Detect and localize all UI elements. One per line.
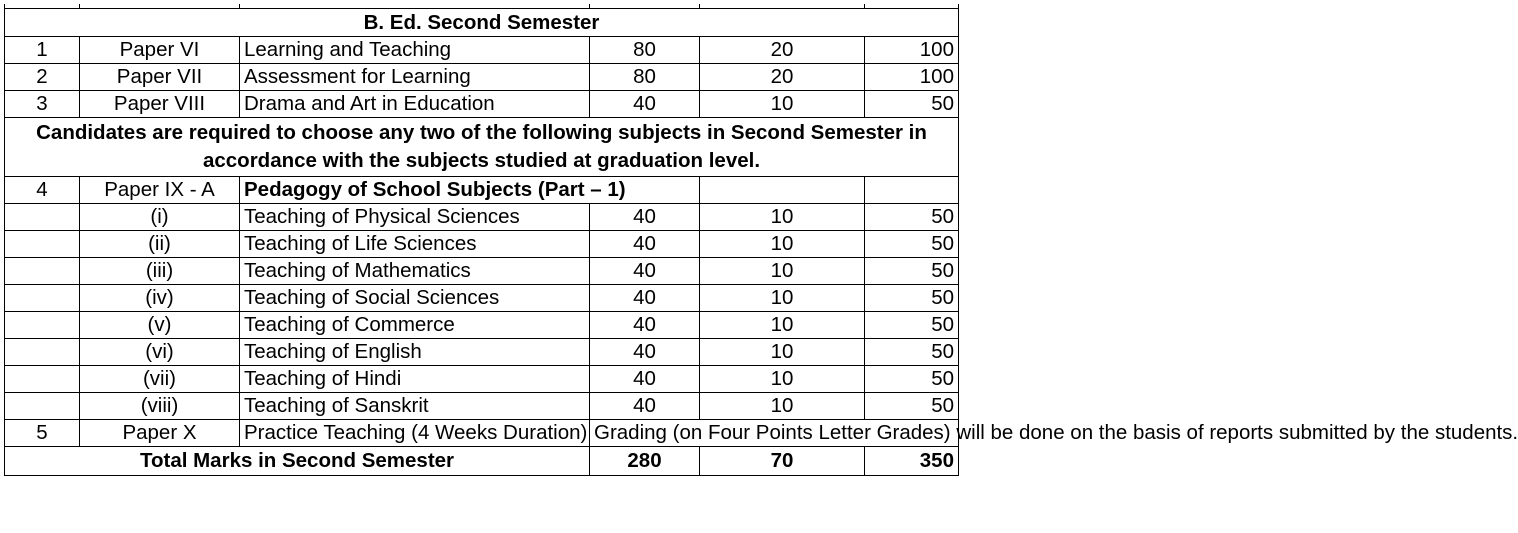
subject-name: Teaching of Commerce	[240, 312, 590, 339]
marks-total: 50	[865, 91, 959, 118]
option-number: (iv)	[80, 285, 240, 312]
totals-row	[5, 447, 959, 476]
pedagogy-row	[5, 366, 959, 393]
option-number: (vii)	[80, 366, 240, 393]
subject-name: Teaching of Life Sciences	[240, 231, 590, 258]
marks-total: 50	[865, 366, 959, 393]
marks-internal: 10	[700, 258, 865, 285]
marks-internal: 20	[700, 64, 865, 91]
serial-number: 4	[5, 177, 80, 204]
serial-number: 5	[5, 420, 80, 447]
empty-cell	[5, 285, 80, 312]
paper-name: Paper X	[80, 420, 240, 447]
marks-external: 40	[590, 91, 700, 118]
subject-name: Teaching of Mathematics	[240, 258, 590, 285]
total-internal: 70	[700, 447, 865, 476]
subject-name: Teaching of English	[240, 339, 590, 366]
grand-total: 350	[865, 447, 959, 476]
marks-external: 40	[590, 339, 700, 366]
subject-name: Teaching of Sanskrit	[240, 393, 590, 420]
paper-x-row	[5, 420, 959, 447]
subject-name: Teaching of Physical Sciences	[240, 204, 590, 231]
empty-cell	[865, 177, 959, 204]
subject-name: Assessment for Learning	[240, 64, 590, 91]
pedagogy-row	[5, 258, 959, 285]
paper-ix-row	[5, 177, 959, 204]
empty-cell	[5, 231, 80, 258]
option-number: (vi)	[80, 339, 240, 366]
paper-name: Paper VII	[80, 64, 240, 91]
subject-name: Teaching of Hindi	[240, 366, 590, 393]
marks-internal: 10	[700, 312, 865, 339]
pedagogy-row	[5, 312, 959, 339]
subject-name: Teaching of Social Sciences	[240, 285, 590, 312]
marks-internal: 10	[700, 339, 865, 366]
paper-name: Paper VI	[80, 37, 240, 64]
paper-row	[5, 91, 959, 118]
marks-external: 80	[590, 64, 700, 91]
option-number: (v)	[80, 312, 240, 339]
pedagogy-row	[5, 393, 959, 420]
marks-internal: 20	[700, 37, 865, 64]
option-number: (iii)	[80, 258, 240, 285]
empty-cell	[5, 204, 80, 231]
subject-name: Pedagogy of School Subjects (Part – 1)	[240, 177, 700, 204]
marks-internal: 10	[700, 204, 865, 231]
marks-total: 50	[865, 339, 959, 366]
paper-name: Paper IX - A	[80, 177, 240, 204]
marks-external: 40	[590, 312, 700, 339]
marks-total: 50	[865, 204, 959, 231]
pedagogy-row	[5, 339, 959, 366]
marks-external: 40	[590, 285, 700, 312]
selection-note: Candidates are required to choose any two of the following subjects in Second Semester in accordance with the subjects studied at graduation level.	[5, 118, 959, 177]
option-number: (i)	[80, 204, 240, 231]
pedagogy-row	[5, 204, 959, 231]
marks-external: 40	[590, 366, 700, 393]
serial-number: 1	[5, 37, 80, 64]
pedagogy-row	[5, 285, 959, 312]
serial-number: 3	[5, 91, 80, 118]
empty-cell	[5, 258, 80, 285]
marks-total: 100	[865, 37, 959, 64]
marks-external: 40	[590, 393, 700, 420]
empty-cell	[5, 393, 80, 420]
marks-table	[4, 4, 1518, 476]
marks-external: 40	[590, 204, 700, 231]
empty-cell	[5, 366, 80, 393]
marks-total: 50	[865, 312, 959, 339]
marks-total: 50	[865, 393, 959, 420]
marks-internal: 10	[700, 393, 865, 420]
grading-note: Grading (on Four Points Letter Grades) will be done on the basis of reports submitted by the students.	[590, 420, 959, 447]
paper-name: Paper VIII	[80, 91, 240, 118]
marks-internal: 10	[700, 366, 865, 393]
totals-label: Total Marks in Second Semester	[5, 447, 590, 476]
marks-external: 40	[590, 258, 700, 285]
total-external: 280	[590, 447, 700, 476]
marks-total: 50	[865, 231, 959, 258]
paper-row	[5, 37, 959, 64]
empty-cell	[5, 339, 80, 366]
option-number: (viii)	[80, 393, 240, 420]
option-number: (ii)	[80, 231, 240, 258]
empty-cell	[5, 312, 80, 339]
subject-name: Practice Teaching (4 Weeks Duration)	[240, 420, 590, 447]
paper-row	[5, 64, 959, 91]
marks-total: 100	[865, 64, 959, 91]
note-row	[5, 118, 959, 177]
subject-name: Drama and Art in Education	[240, 91, 590, 118]
marks-total: 50	[865, 285, 959, 312]
marks-external: 80	[590, 37, 700, 64]
serial-number: 2	[5, 64, 80, 91]
pedagogy-row	[5, 231, 959, 258]
marks-internal: 10	[700, 285, 865, 312]
marks-total: 50	[865, 258, 959, 285]
semester-header-row	[5, 9, 959, 37]
marks-internal: 10	[700, 231, 865, 258]
marks-internal: 10	[700, 91, 865, 118]
marks-external: 40	[590, 231, 700, 258]
subject-name: Learning and Teaching	[240, 37, 590, 64]
empty-cell	[700, 177, 865, 204]
semester-title: B. Ed. Second Semester	[5, 9, 959, 37]
